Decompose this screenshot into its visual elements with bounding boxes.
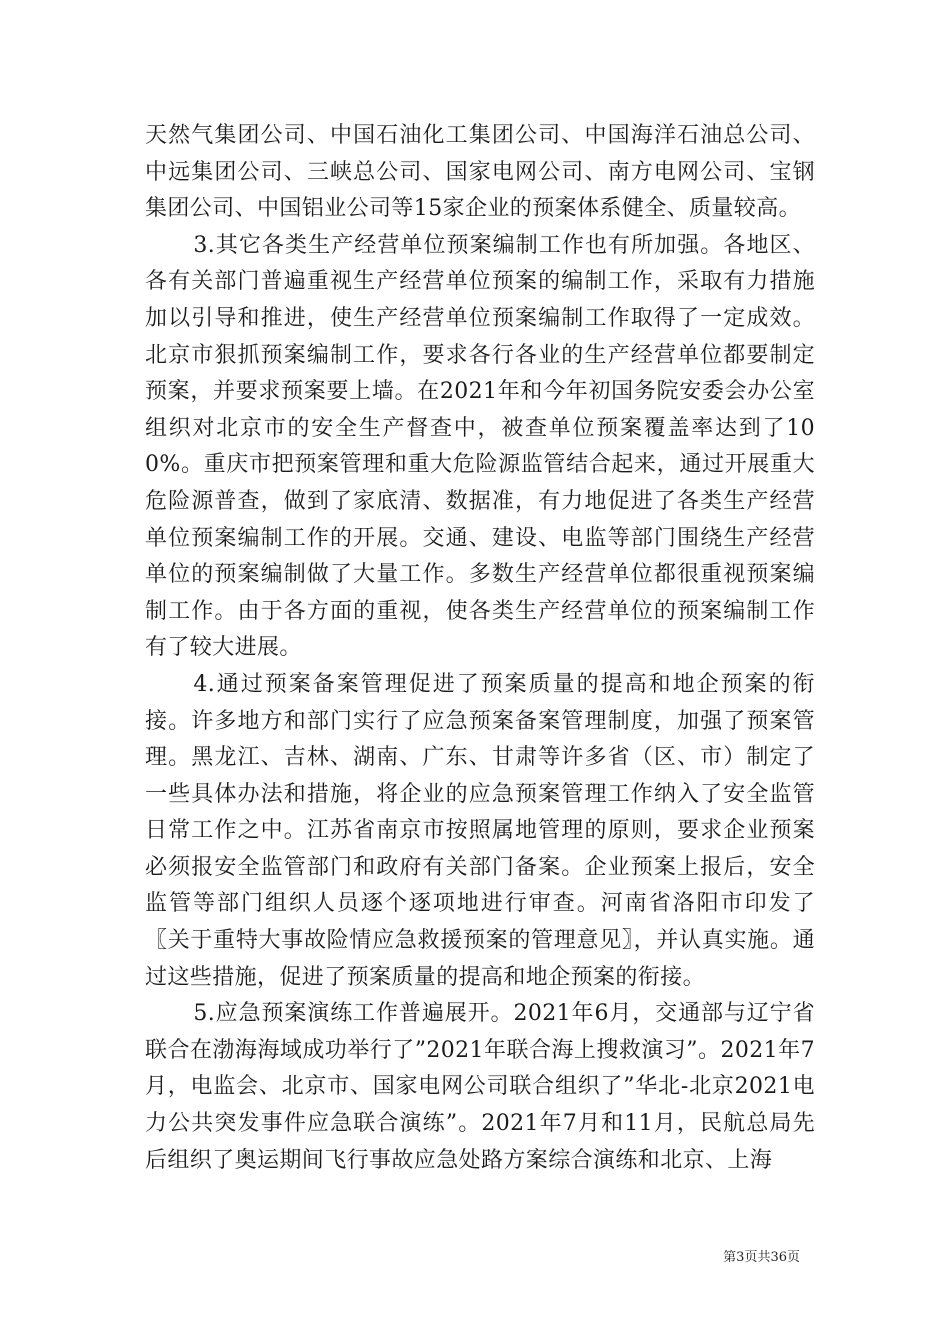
paragraph-continuation: 天然气集团公司、中国石油化工集团公司、中国海洋石油总公司、中远集团公司、三峡总公司、国家电网公司、南方电网公司、宝钢集团公司、中国铝业公司等15家企业的预案体系健全、质量较高。 — [145, 123, 815, 222]
paragraph-item-3: 3.其它各类生产经营单位预案编制工作也有所加强。各地区、各有关部门普遍重视生产经营单位预案的编制工作，采取有力措施加以引导和推进，使生产经营单位预案编制工作取得了一定成效。北京市狠抓预案编制工作，要求各行各业的生产经营单位都要制定预案，并要求预案要上墙。在2021年和今年初国务院安委会办公室组织对北京市的安全生产督查中，被查单位预案覆盖率达到了100%。重庆市把预案管理和重大危险源监管结合起来，通过开展重大危险源普查，做到了家底清、数据准，有力地促进了各类生产经营单位预案编制工作的开展。交通、建设、电监等部门围绕生产经营单位的预案编制做了大量工作。多数生产经营单位都很重视预案编制工作。由于各方面的重视，使各类生产经营单位的预案编制工作有了较大进展。 — [145, 232, 815, 661]
paragraph-item-4: 4.通过预案备案管理促进了预案质量的提高和地企预案的衔接。许多地方和部门实行了应急预案备案管理制度，加强了预案管理。黑龙江、吉林、湖南、广东、甘肃等许多省（区、市）制定了一些具体办法和措施，将企业的应急预案管理工作纳入了安全监管日常工作之中。江苏省南京市按照属地管理的原则，要求企业预案必须报安全监管部门和政府有关部门备案。企业预案上报后，安全监管等部门组织人员逐个逐项地进行审查。河南省洛阳市印发了〖关于重特大事故险情应急救援预案的管理意见〗，并认真实施。通过这些措施，促进了预案质量的提高和地企预案的衔接。 — [145, 671, 815, 990]
paragraph-item-5: 5.应急预案演练工作普遍展开。2021年6月，交通部与辽宁省联合在渤海海域成功举行了”2021年联合海上搜救演习”。2021年7月，电监会、北京市、国家电网公司联合组织了”华北-北京2021电力公共突发事件应急联合演练”。2021年7月和11月，民航总局先后组织了奥运期间飞行事故应急处路方案综合演练和北京、上海 — [145, 1001, 815, 1173]
page-number-footer: 第3页共36页 — [723, 1250, 800, 1265]
document-body — [145, 118, 815, 1179]
